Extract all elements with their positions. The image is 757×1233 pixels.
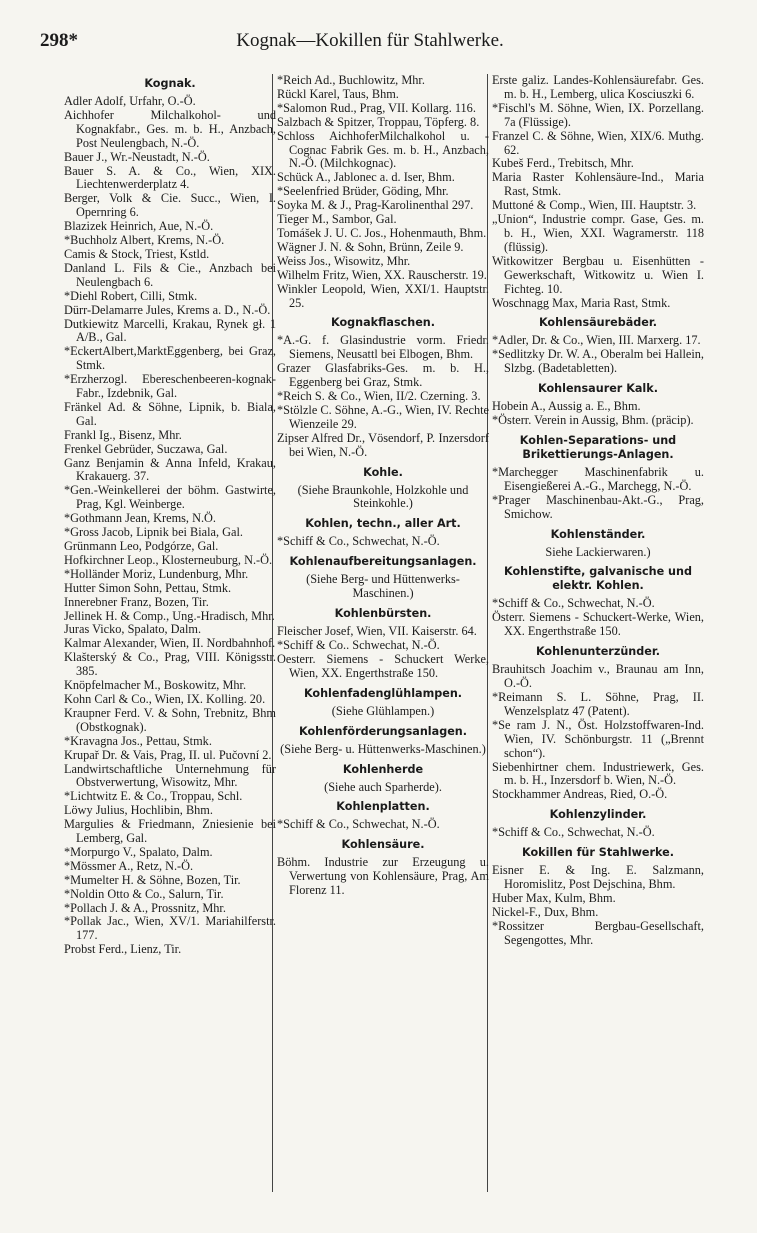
- directory-entry: *Schiff & Co.. Schwechat, N.-Ö.: [277, 638, 440, 652]
- directory-entry: Landwirtschaftliche Unternehmung für Obstverwertung, Wisowitz, Mhr.: [64, 761, 276, 790]
- section-heading: Kohle.: [363, 465, 403, 479]
- directory-entry: *Gross Jacob, Lipnik bei Biala, Gal.: [64, 525, 243, 540]
- directory-entry: *A.-G. f. Glasindustrie vorm. Friedr. Siemens, Neusattl bei Elbogen, Bhm.: [277, 333, 489, 362]
- directory-entry: Wägner J. N. & Sohn, Brünn, Zeile 9.: [277, 239, 464, 254]
- directory-entry: Siebenhirtner chem. Industriewerk, Ges. m. b. H., Inzersdorf b. Wien, N.-Ö.: [492, 759, 704, 788]
- section-heading: Kohlensäurebäder.: [538, 316, 658, 330]
- directory-entry: Schloss AichhoferMilchalkohol u. -Cognac Fabrik Ges. m. b. H., Anzbach, N.-Ö. (Milchkognac).: [277, 128, 489, 171]
- directory-entry: Soyka M. & J., Prag-Karolinenthal 297.: [277, 198, 474, 213]
- directory-entry: Klašterský & Co., Prag, VIII. Königsstr. 385.: [64, 650, 276, 679]
- section-heading: Kohlenaufbereitungsanlagen.: [289, 555, 477, 569]
- running-title: Kognak—Kokillen für Stahlwerke.: [236, 30, 504, 51]
- page-header: [40, 28, 700, 58]
- cross-reference-note: (Siehe Glühlampen.): [331, 703, 435, 718]
- directory-entry: Rückl Karel, Taus, Bhm.: [277, 86, 399, 101]
- section-heading: Kohlenfadenglühlampen.: [303, 686, 463, 700]
- directory-entry: Maria Raster Kohlensäure-Ind., Maria Rast, Stmk.: [492, 170, 704, 199]
- directory-entry: Juras Vicko, Spalato, Dalm.: [64, 622, 202, 637]
- directory-entry: *Prager Maschinenbau-Akt.-G., Prag, Smichow.: [492, 492, 704, 521]
- column-right: [492, 74, 704, 1194]
- page-number: 298*: [40, 30, 78, 51]
- directory-entry: *Schiff & Co., Schwechat, N.-Ö.: [277, 534, 440, 549]
- directory-entry: Huber Max, Kulm, Bhm.: [492, 890, 616, 905]
- directory-entry: *Österr. Verein in Aussig, Bhm. (präcip).: [492, 413, 694, 428]
- directory-entry: *EckertAlbert,MarktEggenberg, bei Graz, Stmk.: [64, 344, 276, 373]
- directory-entry: Dutkiewitz Marcelli, Krakau, Rynek gł. 1 A/B., Gal.: [64, 316, 276, 345]
- directory-entry: Kohn Carl & Co., Wien, IX. Kolling. 20.: [64, 691, 266, 706]
- directory-entry: Blazizek Heinrich, Aue, N.-Ö.: [64, 219, 214, 234]
- directory-entry: *Reimann S. L. Söhne, Prag, II. Wenzelsplatz 47 (Patent).: [492, 690, 704, 718]
- directory-entry: Erste galiz. Landes-Kohlensäurefabr. Ges. m. b. H., Lemberg, ulica Kosciuszki 6.: [492, 74, 704, 101]
- directory-entry: *Holländer Moriz, Lundenburg, Mhr.: [64, 566, 249, 581]
- column-middle: [277, 74, 489, 1194]
- directory-entry: Weiss Jos., Wisowitz, Mhr.: [277, 253, 411, 268]
- directory-entry: Wilhelm Fritz, Wien, XX. Rauscherstr. 19.: [277, 267, 487, 282]
- section-heading: Kohlen, techn., aller Art.: [305, 517, 461, 531]
- cross-reference-note: (Siehe Braunkohle, Holzkohle und Steinkohle.): [297, 482, 469, 511]
- section-heading: Kohlenständer.: [550, 527, 646, 541]
- directory-entry: *Marchegger Maschinenfabrik u. Eisengießerei A.-G., Marchegg, N.-Ö.: [492, 464, 704, 493]
- directory-entry: Innerebner Franz, Bozen, Tir.: [64, 594, 209, 609]
- section-heading: Kohlensaurer Kalk.: [538, 382, 658, 396]
- cross-reference-note: (Siehe auch Sparherde).: [324, 779, 442, 794]
- directory-entry: Österr. Siemens - Schuckert-Werke, Wien, XX. Engerthstraße 150.: [492, 610, 704, 639]
- directory-entry: Berger, Volk & Cie. Succ., Wien, I. Opernring 6.: [64, 191, 276, 220]
- directory-entry: Frenkel Gebrüder, Suczawa, Gal.: [64, 441, 228, 456]
- directory-entry: *Lichtwitz E. & Co., Troppau, Schl.: [64, 789, 243, 804]
- directory-entry: Fleischer Josef, Wien, VII. Kaiserstr. 64.: [277, 624, 477, 639]
- section-heading: Kohlenherde: [342, 762, 424, 776]
- directory-entry: Winkler Leopold, Wien, XXI/1. Hauptstr. 25.: [277, 281, 489, 310]
- directory-entry: *Gothmann Jean, Krems, N.Ö.: [64, 511, 216, 526]
- directory-entry: Kubeš Ferd., Trebitsch, Mhr.: [492, 156, 634, 171]
- directory-entry: *Seelenfried Brüder, Göding, Mhr.: [277, 184, 449, 199]
- section-heading: Kognakflaschen.: [330, 316, 436, 330]
- directory-entry: *Morpurgo V., Spalato, Dalm.: [64, 844, 213, 859]
- directory-entry: *Mumelter H. & Söhne, Bozen, Tir.: [64, 872, 241, 887]
- directory-entry: Tieger M., Sambor, Gal.: [277, 212, 397, 227]
- directory-entry: Stockhammer Andreas, Ried, O.-Ö.: [492, 787, 668, 802]
- directory-entry: Dürr-Delamarre Jules, Krems a. D., N.-Ö.: [64, 302, 271, 317]
- directory-entry: *Schiff & Co., Schwechat, N.-Ö.: [492, 825, 655, 840]
- directory-entry: *Erzherzogl. Ebereschenbeeren-kognak-Fabr., Izdebnik, Gal.: [64, 372, 276, 401]
- section-heading: Kohlenunterzünder.: [535, 645, 661, 659]
- section-heading: Kohlensäure.: [341, 838, 425, 852]
- directory-entry: „Union“, Industrie compr. Gase, Ges. m. b. H., Wien, XXI. Wagramerstr. 118 (flüssig).: [492, 212, 704, 254]
- directory-entry: *Reich S. & Co., Wien, II/2. Czerning. 3.: [277, 389, 481, 404]
- directory-entry: *Reich Ad., Buchlowitz, Mhr.: [277, 74, 425, 87]
- section-heading: Kohlenzylinder.: [549, 808, 647, 822]
- cross-reference-note: (Siehe Berg- u. Hüttenwerks-Maschinen.): [280, 741, 486, 756]
- cross-reference-note: Siehe Lackierwaren.): [545, 544, 651, 559]
- directory-entry: Eisner E. & Ing. E. Salzmann, Horomislitz, Post Dejschina, Bhm.: [492, 863, 704, 892]
- cross-reference-note: (Siehe Berg- und Hüttenwerks-Maschinen.): [306, 572, 460, 601]
- directory-entry: *Gen.-Weinkellerei der böhm. Gastwirte, Prag, Kgl. Weinberge.: [64, 483, 276, 512]
- directory-entry: Danland L. Fils & Cie., Anzbach bei Neulengbach 6.: [64, 260, 276, 289]
- directory-entry: Jellinek H. & Comp., Ung.-Hradisch, Mhr.: [64, 608, 275, 623]
- directory-entry: *Rossitzer Bergbau-Gesellschaft, Segengottes, Mhr.: [492, 918, 704, 947]
- directory-entry: *Stölzle C. Söhne, A.-G., Wien, IV. Rechte Wienzeile 29.: [277, 402, 489, 431]
- directory-entry: Tomášek J. U. C. Jos., Hohenmauth, Bhm.: [277, 225, 487, 240]
- directory-entry: Bauer J., Wr.-Neustadt, N.-Ö.: [64, 149, 210, 164]
- directory-entry: Böhm. Industrie zur Erzeugung u. Verwertung von Kohlensäure, Prag, Am Florenz 11.: [277, 855, 489, 898]
- directory-entry: *Schiff & Co., Schwechat, N.-Ö.: [277, 817, 440, 832]
- directory-entry: Kraupner Ferd. V. & Sohn, Trebnitz, Bhm (Obstkognak).: [64, 705, 276, 734]
- directory-entry: *Kravagna Jos., Pettau, Stmk.: [64, 733, 212, 748]
- column-left: [64, 74, 276, 1194]
- directory-entry: Schück A., Jablonec a. d. Iser, Bhm.: [277, 170, 455, 185]
- section-heading: Kohlenförderungsanlagen.: [299, 724, 467, 738]
- directory-entry: Bauer S. A. & Co., Wien, XIX. Liechtenwerderplatz 4.: [64, 163, 276, 192]
- directory-entry: Brauhitsch Joachim v., Braunau am Inn, O.-Ö.: [492, 662, 704, 691]
- directory-entry: Camis & Stock, Triest, Kstld.: [64, 246, 210, 261]
- directory-entry: *Fischl's M. Söhne, Wien, IX. Porzellang. 7a (Flüssige).: [492, 100, 704, 129]
- directory-entry: Löwy Julius, Hochlibin, Bhm.: [64, 803, 213, 818]
- directory-entry: Kalmar Alexander, Wien, II. Nordbahnhof.: [64, 636, 276, 651]
- directory-entry: Krupař Dr. & Vais, Prag, II. ul. Pučovní 2.: [64, 747, 272, 762]
- directory-entry: *Se ram J. N., Öst. Holzstoffwaren-Ind. Wien, IV. Schönburgstr. 11 („Brennt schon“).: [492, 717, 704, 760]
- section-heading: Kohlen-Separations- und Brikettierungs-Anlagen.: [519, 433, 677, 461]
- directory-entry: *Salomon Rud., Prag, VII. Kollarg. 116.: [277, 100, 476, 115]
- directory-entry: Franzel C. & Söhne, Wien, XIX/6. Muthg. 62.: [492, 128, 704, 157]
- directory-entry: *Buchholz Albert, Krems, N.-Ö.: [64, 233, 225, 248]
- directory-entry: *Noldin Otto & Co., Salurn, Tir.: [64, 886, 224, 901]
- directory-entry: Margulies & Friedmann, Zniesienie bei Lemberg, Gal.: [64, 817, 276, 846]
- directory-entry: Nickel-F., Dux, Bhm.: [492, 904, 599, 919]
- directory-entry: Ganz Benjamin & Anna Infeld, Krakau, Krakauerg. 37.: [64, 455, 276, 484]
- directory-entry: Frankl Ig., Bisenz, Mhr.: [64, 427, 182, 442]
- directory-entry: Grünmann Leo, Podgórze, Gal.: [64, 539, 219, 553]
- section-heading: Kohlenstifte, galvanische und elektr. Kohlen.: [503, 565, 692, 593]
- directory-entry: *Pollak Jac., Wien, XV/1. Mariahilferstr. 177.: [64, 914, 276, 943]
- directory-entry: *Sedlitzky Dr. W. A., Oberalm bei Hallein, Slzbg. (Badetabletten).: [492, 347, 704, 376]
- section-heading: Kokillen für Stahlwerke.: [522, 846, 674, 860]
- directory-entry: Woschnagg Max, Maria Rast, Stmk.: [492, 295, 671, 310]
- directory-entry: Hutter Simon Sohn, Pettau, Stmk.: [64, 580, 232, 595]
- directory-entry: Muttoné & Comp., Wien, III. Hauptstr. 3.: [492, 198, 697, 213]
- directory-entry: *Schiff & Co., Schwechat, N.-Ö.: [492, 596, 655, 611]
- directory-entry: Oesterr. Siemens - Schuckert Werke, Wien, XX. Engerthstraße 150.: [277, 651, 489, 680]
- section-heading: Kognak.: [144, 77, 196, 90]
- directory-entry: Salzbach & Spitzer, Troppau, Töpferg. 8.: [277, 114, 480, 129]
- directory-entry: Knöpfelmacher M., Boskowitz, Mhr.: [64, 678, 247, 693]
- directory-entry: Witkowitzer Bergbau u. Eisenhütten - Gewerkschaft, Witkowitz u. Wien I. Fichteg. 10.: [492, 253, 704, 296]
- directory-entry: Adler Adolf, Urfahr, O.-Ö.: [64, 94, 196, 108]
- directory-entry: *Diehl Robert, Cilli, Stmk.: [64, 288, 198, 303]
- directory-entry: *Pollach J. & A., Prossnitz, Mhr.: [64, 900, 226, 915]
- directory-entry: *Mössmer A., Retz, N.-Ö.: [64, 858, 194, 873]
- directory-entry: *Adler, Dr. & Co., Wien, III. Marxerg. 17.: [492, 333, 701, 348]
- directory-entry: Hofkirchner Leop., Klosterneuburg, N.-Ö.: [64, 552, 273, 567]
- directory-entry: Fränkel Ad. & Söhne, Lipnik, b. Biala, Gal.: [64, 399, 276, 428]
- directory-entry: Zipser Alfred Dr., Vösendorf, P. Inzersdorf bei Wien, N.-Ö.: [277, 430, 489, 459]
- directory-entry: Grazer Glasfabriks-Ges. m. b. H., Eggenberg bei Graz, Stmk.: [277, 361, 489, 390]
- section-heading: Kohlenplatten.: [336, 800, 430, 814]
- directory-entry: Probst Ferd., Lienz, Tir.: [64, 942, 182, 957]
- directory-entry: Hobein A., Aussig a. E., Bhm.: [492, 399, 641, 414]
- section-heading: Kohlenbürsten.: [334, 607, 432, 621]
- directory-entry: Aichhofer Milchalkohol- und Kognakfabr., Ges. m. b. H., Anzbach, Post Neulengbach, N.-Ö.: [64, 107, 276, 150]
